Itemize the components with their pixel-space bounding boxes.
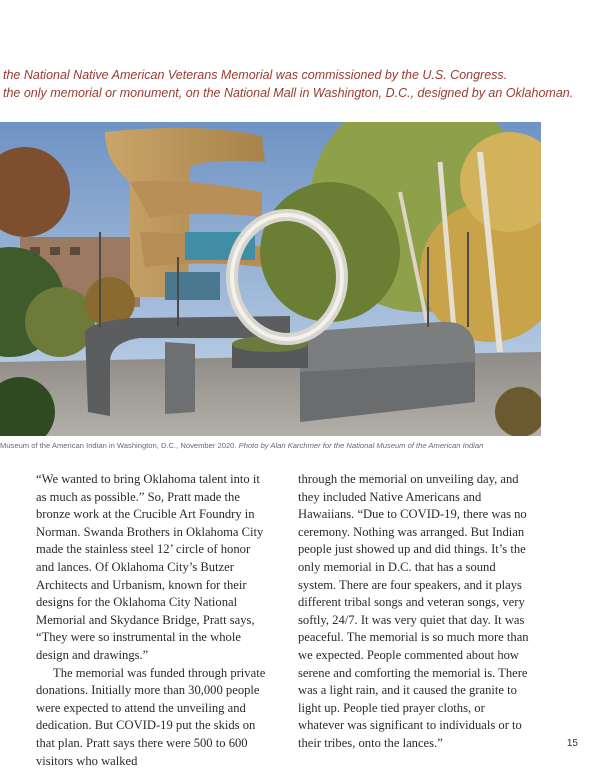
body-paragraph: through the memorial on unveiling day, and they included Native Americans and Hawaiians. “Due to COVID-19, there was no ceremony. Nothing was arranged. But Indian people just showed up and did things. It’s the only memorial in D.C. that has a sound system. There are four speakers, and it plays different tribal songs and veteran songs, very softly, 24/7. It was very quiet that day. It was peaceful. The memorial is so much more than we expected. People commented about how serene and comforting the memorial is. There was a light rain, and it caused the granite to light up. People tied prayer cloths, or whatever was significant to individuals or to their tribes, onto the lances.” [298, 472, 529, 750]
memorial-photo [0, 122, 541, 436]
photo-caption [0, 441, 600, 450]
caption-text: Museum of the American Indian in Washington, D.C., November 2020. [0, 441, 239, 450]
caption-credit: Photo by Alan Karchmer for the National Museum of the American Indian [238, 441, 484, 450]
page-number: 15 [566, 738, 578, 749]
body-paragraph: “We wanted to bring Oklahoma talent into it as much as possible.” So, Pratt made the bronze work at the Crucible Art Foundry in Norman. Swanda Brothers in Oklahoma City made the stainless steel 12’ circle of honor and lances. Of Oklahoma City’s Butzer Architects and Urbanism, known for their designs for the Oklahoma City National Memorial and Skydance Bridge, Pratt says, “They were so instrumental in the whole design and drawings.” [36, 472, 264, 662]
body-paragraph: The memorial was funded through private donations. Initially more than 30,000 people were expected to attend the unveiling and dedication. But COVID-19 put the skids on that plan. Pratt says there were 500 to 600 visitors who walked [36, 665, 266, 768]
body-column-right [298, 471, 530, 753]
pull-quote [0, 66, 600, 102]
pull-quote-line-1: the National Native American Veterans Memorial was commissioned by the U.S. Congress. [3, 68, 508, 82]
pull-quote-line-2: the only memorial or monument, on the National Mall in Washington, D.C., designed by an Oklahoman. [3, 86, 574, 100]
body-column-left [36, 471, 268, 770]
